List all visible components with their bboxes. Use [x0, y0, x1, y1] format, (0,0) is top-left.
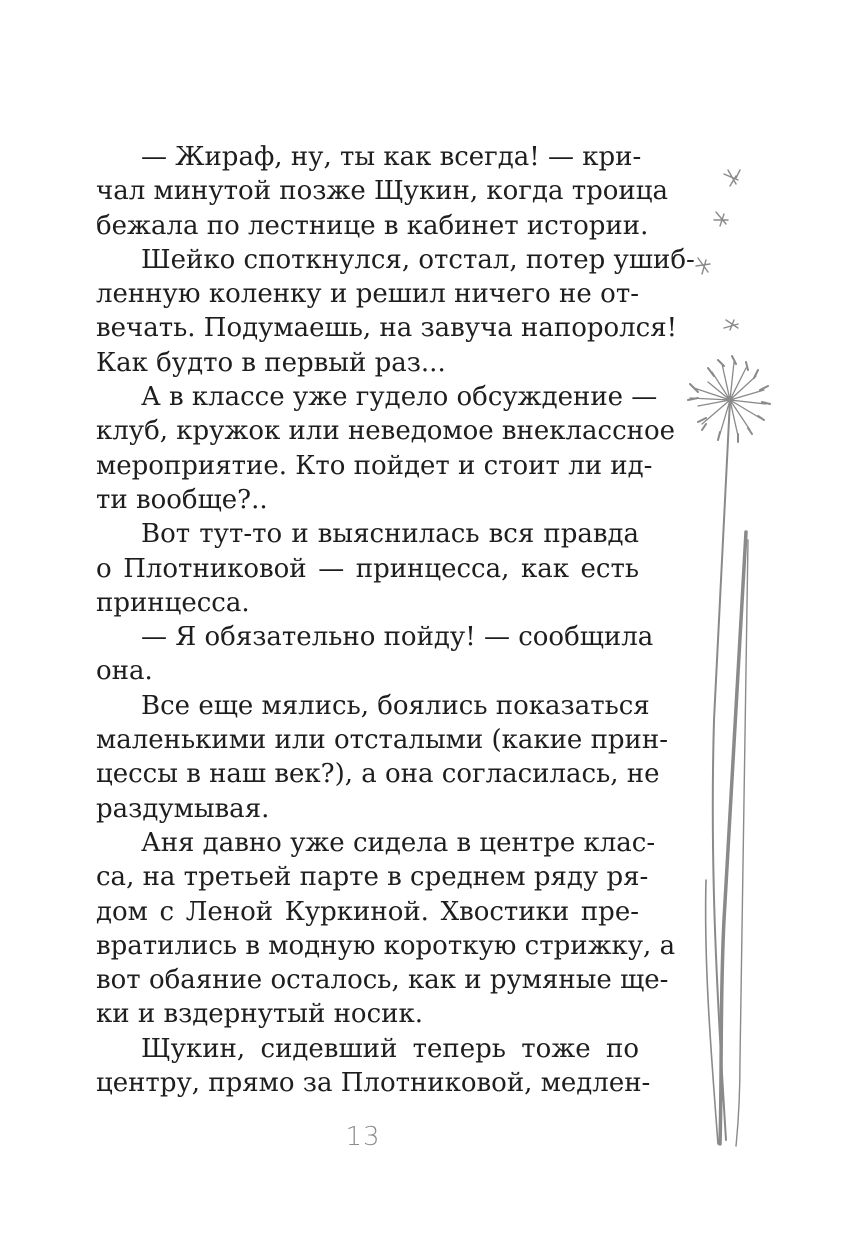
text-line: ленную коленку и решил ничего не от- — [96, 279, 639, 310]
text-line: мероприятие. Кто пойдет и стоит ли ид- — [96, 450, 653, 481]
text-line: Все еще мялись, боялись показаться — [141, 690, 650, 721]
body-text — [96, 140, 695, 1100]
text-line: цессы в наш век?), а она согласилась, не — [96, 759, 660, 790]
text-line: маленькими или отсталыми (какие прин- — [96, 725, 668, 756]
text-line: центру, прямо за Плотниковой, медлен- — [96, 1068, 651, 1099]
text-line: она. — [96, 656, 153, 687]
page-number: 13 — [345, 1122, 381, 1152]
dandelion-seed-icon — [724, 170, 740, 186]
text-line: Шейко споткнулся, отстал, потер ушиб- — [141, 244, 695, 275]
text-line: чал минутой позже Щукин, когда троица — [96, 176, 668, 207]
text-line: вратились в модную короткую стрижку, а — [96, 930, 676, 961]
dandelion-seed-icon — [696, 258, 710, 274]
text-line: ки и вздернутый носик. — [96, 999, 423, 1030]
text-line: Щукин, сидевший теперь тоже по — [141, 1033, 639, 1064]
grass-blade-icon — [706, 880, 718, 1144]
text-line: Вот тут-то и выяснилась вся правда — [141, 519, 639, 550]
dandelion-seed-icon — [724, 320, 738, 330]
text-line: принцесса. — [96, 587, 250, 618]
text-line: о Плотниковой — принцесса, как есть — [96, 553, 639, 584]
text-line: раздумывая. — [96, 793, 270, 824]
text-line: вот обаяние осталось, как и румяные ще- — [96, 965, 669, 996]
text-line: дом с Леной Куркиной. Хвостики пре- — [96, 896, 639, 927]
text-line: — Жираф, ну, ты как всегда! — кри- — [141, 142, 642, 172]
text-line: са, на третьей парте в среднем ряду ря- — [96, 862, 649, 893]
text-line: А в классе уже гудело обсуждение — — [141, 382, 658, 413]
dandelion-icon — [660, 160, 790, 1150]
text-line: бежала по лестнице в кабинет истории. — [96, 210, 649, 241]
text-line: Аня давно уже сидела в центре клас- — [141, 827, 656, 858]
text-line: клуб, кружок или неведомое внеклассное — [96, 416, 676, 447]
text-line: ти вообще?.. — [96, 484, 268, 515]
dandelion-seed-icon — [714, 212, 728, 226]
text-line: вечать. Подумаешь, на завуча напоролся! — [96, 313, 678, 344]
text-line: — Я обязательно пойду! — сообщила — [141, 622, 654, 653]
text-line: Как будто в первый раз... — [96, 347, 446, 378]
grass-blade-icon — [720, 532, 746, 1144]
